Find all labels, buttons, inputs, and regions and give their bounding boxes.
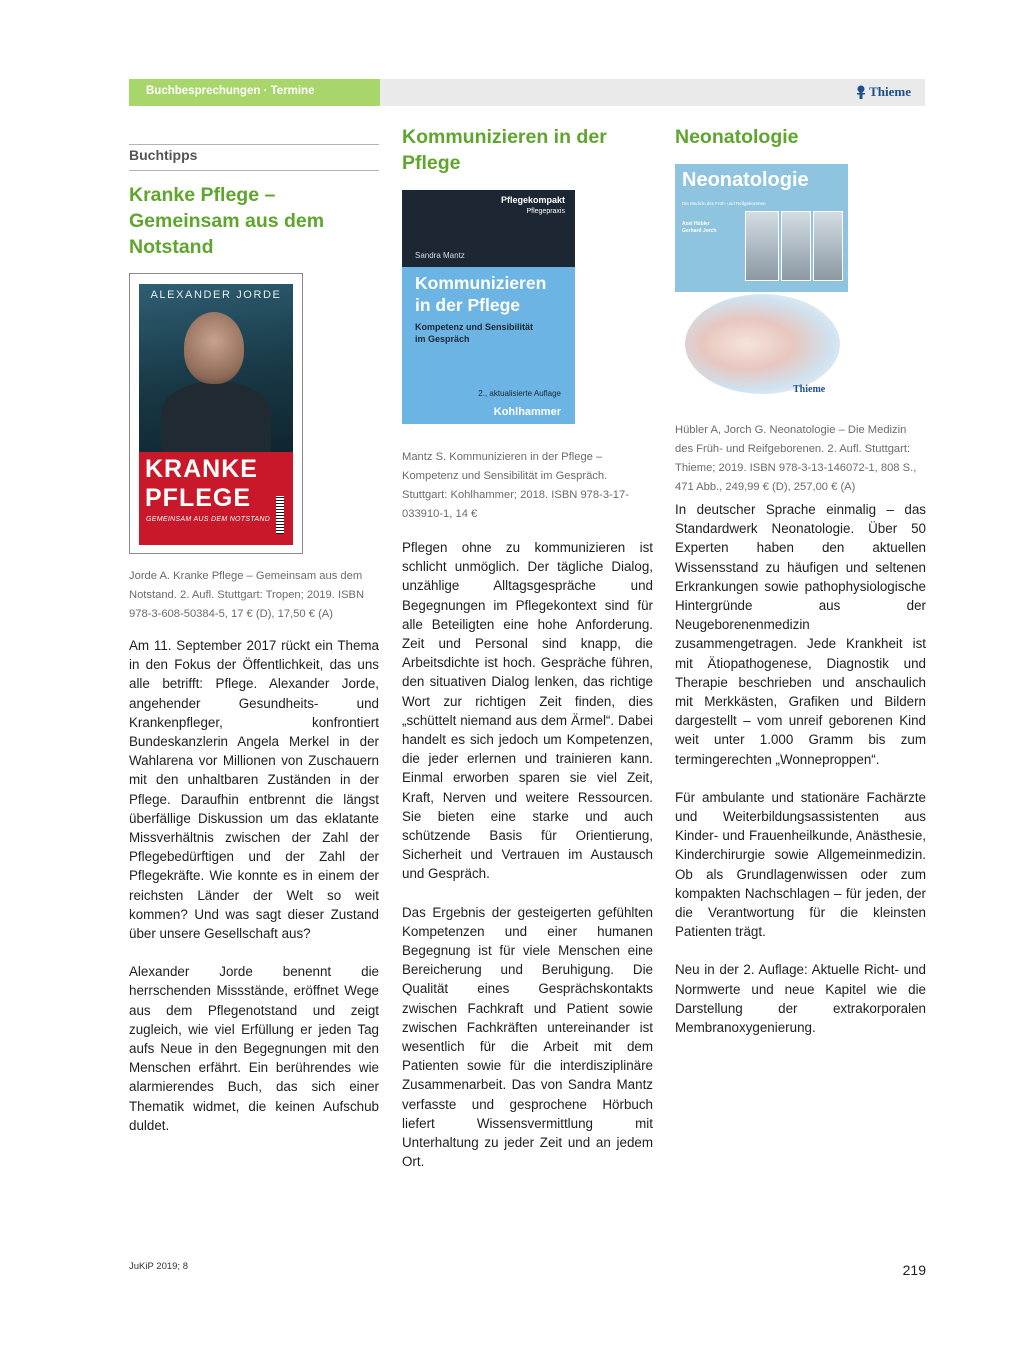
cover-baby-photo <box>685 294 840 394</box>
article-body-2 <box>402 538 653 1172</box>
caption-3: Hübler A, Jorch G. Neonatologie – Die Medizin des Früh- und Reifgeborenen. 2. Aufl. Stuttgart: Thieme; 2019. ISBN 978-3-13-146072-1, 808 S., 471 Abb., 249,99 € (D), 257,00 € (A) <box>675 424 917 493</box>
cover-author-2: Gerhard Jorch <box>682 228 717 234</box>
divider-top <box>129 144 379 145</box>
cover-publisher: Thieme <box>793 384 826 395</box>
cover-author: Sandra Mantz <box>415 251 465 260</box>
cover-series <box>501 195 565 217</box>
cover-title-line2: PFLEGE <box>145 484 252 512</box>
caption-1: Jorde A. Kranke Pflege – Gemeinsam aus dem Notstand. 2. Aufl. Stuttgart: Tropen; 2019. ISBN 978-3-608-50384-5, 17 € (D), 17,50 € (A) <box>129 570 365 620</box>
paragraph: Für ambulante und stationäre Fachärzte und Weiterbildungsassistenten aus Kinder- und Frauenheilkunde, Anästhesie, Kinderchirurgie sowie Allgemeinmedizin. Ob als Grundlagenwissen oder zum kompakten Nachschlagen – für jeden, der die Verantwortung für die kleinsten Patienten trägt. <box>675 789 926 940</box>
paragraph: Am 11. September 2017 rückt ein Thema in den Fokus der Öffentlichkeit, das uns alle betrifft: Pflege. Alexander Jorde, angehender Gesundheits- und Krankenpfleger, konfrontiert Bundeskanzlerin Angela Merkel in der Wahlarena vor Millionen von Zuschauern mit den unhaltbaren Zuständen in der Pflege. Daraufhin entbrennt die längst überfällige Diskussion um das eklatante Missverhältnis zwischen der Zahl der Pflegebedürftigen und der Zahl der Pflegekräfte. Wie konnte es in einem der reichsten Länder der Welt so weit kommen? Und was sagt dieser Zustand über unsere Gesellschaft aus? <box>129 638 379 942</box>
cover-xray-image <box>813 211 843 281</box>
cover-subtitle <box>415 321 533 345</box>
thieme-logo-text: Thieme <box>869 84 911 99</box>
cover-title: Neonatologie <box>682 169 809 191</box>
cover-top-band <box>675 164 848 292</box>
cover-subtitle-line1: Kompetenz und Sensibilität <box>415 322 534 332</box>
section-title: Buchbesprechungen · Termine <box>146 85 315 97</box>
section-header <box>129 79 380 106</box>
book-cover-kranke-pflege <box>129 273 303 554</box>
article-title-1: Kranke Pflege – Gemeinsam aus dem Notstand <box>129 184 325 258</box>
article-body-3 <box>675 500 926 1037</box>
page-number: 219 <box>902 1262 926 1278</box>
book-cover-kommunizieren <box>402 190 575 424</box>
cover-xray-image <box>781 211 811 281</box>
cover-series-sub: Pflegepraxis <box>526 208 565 215</box>
cover-author: ALEXANDER JORDE <box>150 289 282 301</box>
cover-figure-body <box>161 382 271 454</box>
barcode-icon <box>276 496 284 534</box>
journal-reference: JuKiP 2019; 8 <box>129 1261 188 1272</box>
cover-title-line1: Kommunizieren <box>415 273 547 293</box>
header-bar <box>380 79 925 106</box>
cover-title-line1: KRANKE <box>145 455 258 483</box>
article-body-1 <box>129 636 379 1135</box>
book-cover-neonatologie <box>675 164 848 400</box>
paragraph: Das Ergebnis der gesteigerten gefühlten Kompetenzen und einer humanen Begegnung ist für viele Menschen eine Bereicherung und Beruhigung. Die Qualität eines Gesprächskontakts zwischen Fachkraft und Patient sowie zwischen Fachkräften untereinander ist wesentlich für die Arbeit mit dem Patienten sowie für die interdisziplinäre Zusammenarbeit. Das von Sandra Mantz verfasste und gesprochene Hörbuch liefert Wissensvermittlung mit Unterhaltung zu jeder Zeit und an jedem Ort. <box>402 904 653 1170</box>
paragraph: Pflegen ohne zu kommunizieren ist schlicht unmöglich. Der tägliche Dialog, unzählige Alltagsgespräche und Begegnungen im Pflegekontext sind für alle Beteiligten eine hohe Anforderung. Zeit und Personal sind knapp, die Arbeitsdichte ist hoch. Gespräche führen, den situativen Dialog lenken, das richtige Wort zur richtigen Zeit finden, dies „schüttelt niemand aus dem Ärmel“. Dabei handelt es sich jedoch um Kompetenzen, die jeder erlernen und trainieren kann. Einmal erworben sparen sie viel Zeit, Kraft, Nerven und weitere Ressourcen. Sie bieten eine starke und auch schützende Basis für Orientierung, Sicherheit und Vertrauen im Austausch und Gespräch. <box>402 540 653 882</box>
cover-publisher: Kohlhammer <box>493 406 561 418</box>
paragraph: Alexander Jorde benennt die herrschenden Missstände, eröffnet Wege aus dem Pflegenotstand und zeigt zugleich, wie viel Erfüllung er jeden Tag aufs Neue in den Begegnungen mit den Menschen erfährt. Ein berührendes wie alarmierendes Buch, das sich einer Thematik widmet, die keinen Aufschub duldet. <box>129 964 379 1133</box>
cover-top-band <box>402 190 575 267</box>
article-title-3: Neonatologie <box>675 126 799 148</box>
cover-subtitle-line2: im Gespräch <box>415 334 470 344</box>
cover-title-box <box>139 452 293 545</box>
cover-authors <box>682 221 716 235</box>
cover-series-name: Pflegekompakt <box>500 195 565 205</box>
paragraph: Neu in der 2. Auflage: Aktuelle Richt- und Normwerte und neue Kapitel wie die Darstellung der extrakorporalen Membranoxygenierung. <box>675 962 926 1036</box>
thieme-logo <box>856 84 911 100</box>
thieme-logo-icon <box>856 85 866 99</box>
cover-title <box>415 272 546 316</box>
caption-2: Mantz S. Kommunizieren in der Pflege – Kompetenz und Sensibilität im Gespräch. Stuttgart: Kohlhammer; 2018. ISBN 978-3-17-033910-1, 14 € <box>402 451 629 520</box>
article-title-2: Kommunizieren in der Pflege <box>402 126 607 174</box>
cover-subtitle: Die Medizin des Früh- und Reifgeborenen <box>682 201 766 206</box>
cover-subtitle: GEMEINSAM AUS DEM NOTSTAND <box>146 516 271 523</box>
cover-edition: 2., aktualisierte Auflage <box>478 389 561 398</box>
divider-bottom <box>129 170 379 171</box>
cover-author-1: Axel Hübler <box>682 221 710 227</box>
paragraph: In deutscher Sprache einmalig – das Standardwerk Neonatologie. Über 50 Experten haben den aktuellen Wissensstand zu häufigen und seltenen Erkrankungen sowie pathophysiologische Hintergründe aus der Neugeborenenmedizin zusammengetragen. Jede Krankheit ist mit Ätiopathogenese, Diagnostik und Therapie beschrieben und anschaulich mit Merkkästen, Grafiken und Bildern dargestellt – vom unreif geborenen Kind weit unter 1.000 Gramm bis zum termingerechten „Wonneproppen“. <box>675 502 926 767</box>
cover-figure-face <box>184 312 244 384</box>
cover-photo <box>139 284 293 454</box>
section-label: Buchtipps <box>129 147 198 163</box>
cover-title-line2: in der Pflege <box>415 295 521 315</box>
cover-xray-image <box>745 211 779 281</box>
